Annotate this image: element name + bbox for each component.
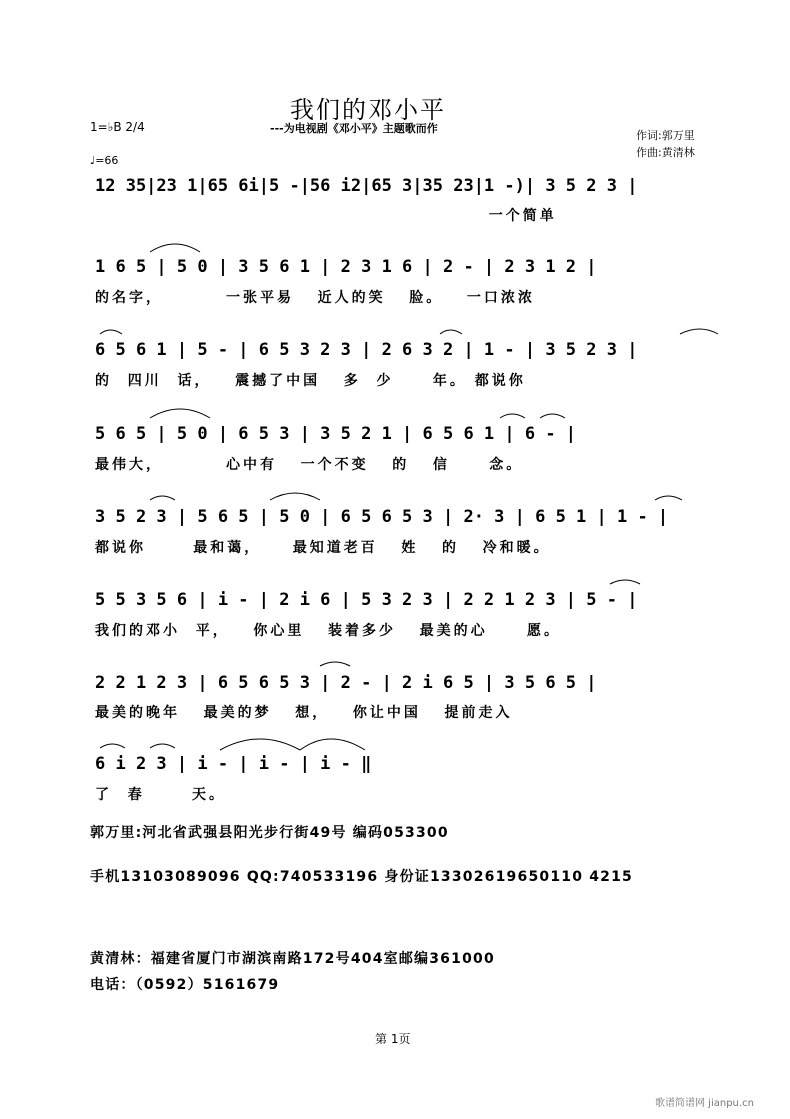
slur [150,744,175,748]
slur [150,244,200,252]
staff-row-2-notes: 1 6 5 | 5 0 | 3 5 6 1 | 2 3 1 6 | 2 - | 2 3 1 2 | [95,257,597,277]
slur [150,409,210,418]
contact-line-3: 黄清林：福建省厦门市湖滨南路172号404室邮编361000 [90,951,495,967]
staff-row-5-notes: 3 5 2 3 | 5 6 5 | 5 0 | 6 5 6 5 3 | 2· 3 | 6 5 1 | 1 - | [95,507,669,527]
contact-line-2: 手机13103089096 QQ:740533196 身份证13302619650110 4215 [90,869,633,885]
key-signature: 1=♭B 2/4 [90,120,145,134]
staff-row-7-notes: 2 2 1 2 3 | 6 5 6 5 3 | 2 - | 2 i 6 5 | 3 5 6 5 | [95,673,597,693]
slur [610,580,640,584]
slur [300,739,365,750]
staff-row-3-lyrics: 的 四川 话， 震撼了中国 多 少 年。 都说你 [95,373,526,389]
composer-credit: 作曲:黄清林 [636,146,695,159]
staff-row-1-lyrics: 一个简单 [95,208,557,224]
slur [150,496,175,500]
song-title: 我们的邓小平 [290,96,446,124]
slur [540,414,565,418]
slur [655,496,682,500]
tempo-marking: ♩=66 [90,154,119,167]
staff-row-8-lyrics: 了 春 天。 [95,787,226,803]
staff-row-2-lyrics: 的名字， 一张平易 近人的笑 脸。 一口浓浓 [95,290,535,306]
staff-row-6-notes: 5 5 3 5 6 | i - | 2 i 6 | 5 3 2 3 | 2 2 1 2 3 | 5 - | [95,590,638,610]
slur [500,414,525,418]
staff-row-7-lyrics: 最美的晚年 最美的梦 想， 你让中国 提前走入 [95,705,513,721]
staff-row-4-lyrics: 最伟大， 心中有 一个不变 的 信 念。 [95,457,524,473]
watermark: 歌谱简谱网 jianpu.cn [655,1098,754,1109]
contact-line-4: 电话：（0592）5161679 [90,977,280,993]
lyricist-credit: 作词:郭万里 [636,129,695,142]
staff-row-8-notes: 6 i 2 3 | i - | i - | i - ‖ [95,754,372,774]
song-subtitle: ---为电视剧《邓小平》主题歌而作 [270,122,438,135]
slur [270,493,320,500]
staff-row-3-notes: 6 5 6 1 | 5 - | 6 5 3 2 3 | 2 6 3 2 | 1 - | 3 5 2 3 | [95,340,638,360]
slur [220,739,300,750]
slur [680,329,718,334]
page-number: 第 1页 [375,1032,411,1046]
staff-row-6-lyrics: 我们的邓小 平， 你心里 装着多少 最美的心 愿。 [95,623,561,639]
slur [320,662,350,666]
staff-row-5-lyrics: 都说你 最和蔼， 最知道老百 姓 的 冷和暖。 [95,540,551,556]
slur [440,330,462,334]
staff-row-1-notes: 12 35|23 1|65 6i|5 -|56 i2|65 3|35 23|1 -)| 3 5 2 3 | [95,176,638,196]
contact-line-1: 郭万里:河北省武强县阳光步行街49号 编码053300 [90,825,449,841]
staff-row-4-notes: 5 6 5 | 5 0 | 6 5 3 | 3 5 2 1 | 6 5 6 1 | 6 - | [95,424,577,444]
slur [100,330,122,334]
slur [100,744,125,748]
